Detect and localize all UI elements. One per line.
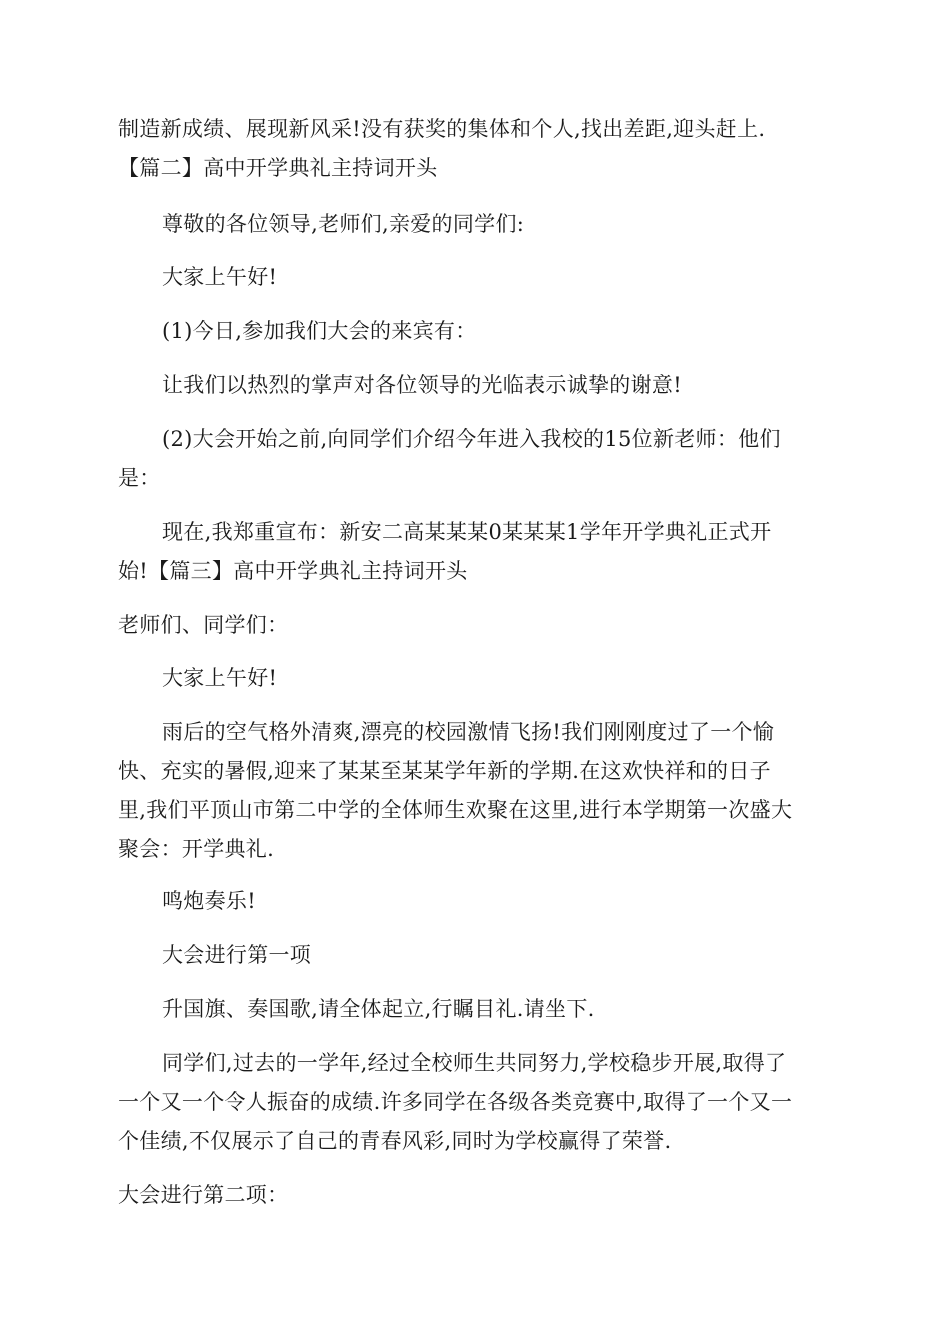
text-line: 升国旗、奏国歌,请全体起立,行瞩目礼.请坐下. <box>162 997 595 1021</box>
document-page <box>118 0 838 1344</box>
text-line: 鸣炮奏乐! <box>162 889 256 913</box>
text-line: 大会进行第二项： <box>118 1183 289 1207</box>
text-line: 现在,我郑重宣布：新安二高某某某0某某某1学年开学典礼正式开 <box>162 520 772 544</box>
text-line: 制造新成绩、展现新风采!没有获奖的集体和个人,找出差距,迎头赶上. <box>118 117 766 141</box>
text-line: 是： <box>118 466 161 490</box>
text-line: 大家上午好! <box>162 265 278 289</box>
text-line: 里,我们平顶山市第二中学的全体师生欢聚在这里,进行本学期第一次盛大 <box>118 798 793 822</box>
text-line: 个佳绩,不仅展示了自己的青春风彩,同时为学校赢得了荣誉. <box>118 1129 672 1153</box>
text-line: (1)今日,参加我们大会的来宾有： <box>162 319 477 343</box>
text-line: 同学们,过去的一学年,经过全校师生共同努力,学校稳步开展,取得了 <box>162 1051 787 1075</box>
text-line: 老师们、同学们： <box>118 613 289 637</box>
section-heading-2: 【篇二】高中开学典礼主持词开头 <box>118 156 438 180</box>
text-line: 一个又一个令人振奋的成绩.许多同学在各级各类竞赛中,取得了一个又一 <box>118 1090 793 1114</box>
section-heading-3: 始!【篇三】高中开学典礼主持词开头 <box>118 559 468 583</box>
text-line: 快、充实的暑假,迎来了某某至某某学年新的学期.在这欢快祥和的日子 <box>118 759 771 783</box>
text-line: 让我们以热烈的掌声对各位领导的光临表示诚挚的谢意! <box>162 373 682 397</box>
text-line: 大家上午好! <box>162 666 278 690</box>
text-line: (2)大会开始之前,向同学们介绍今年进入我校的15位新老师：他们 <box>162 427 781 451</box>
text-line: 尊敬的各位领导,老师们,亲爱的同学们: <box>162 212 525 236</box>
text-line: 雨后的空气格外清爽,漂亮的校园激情飞扬!我们刚刚度过了一个愉 <box>162 720 775 744</box>
text-line: 大会进行第一项 <box>162 943 312 967</box>
text-line: 聚会：开学典礼. <box>118 837 275 861</box>
